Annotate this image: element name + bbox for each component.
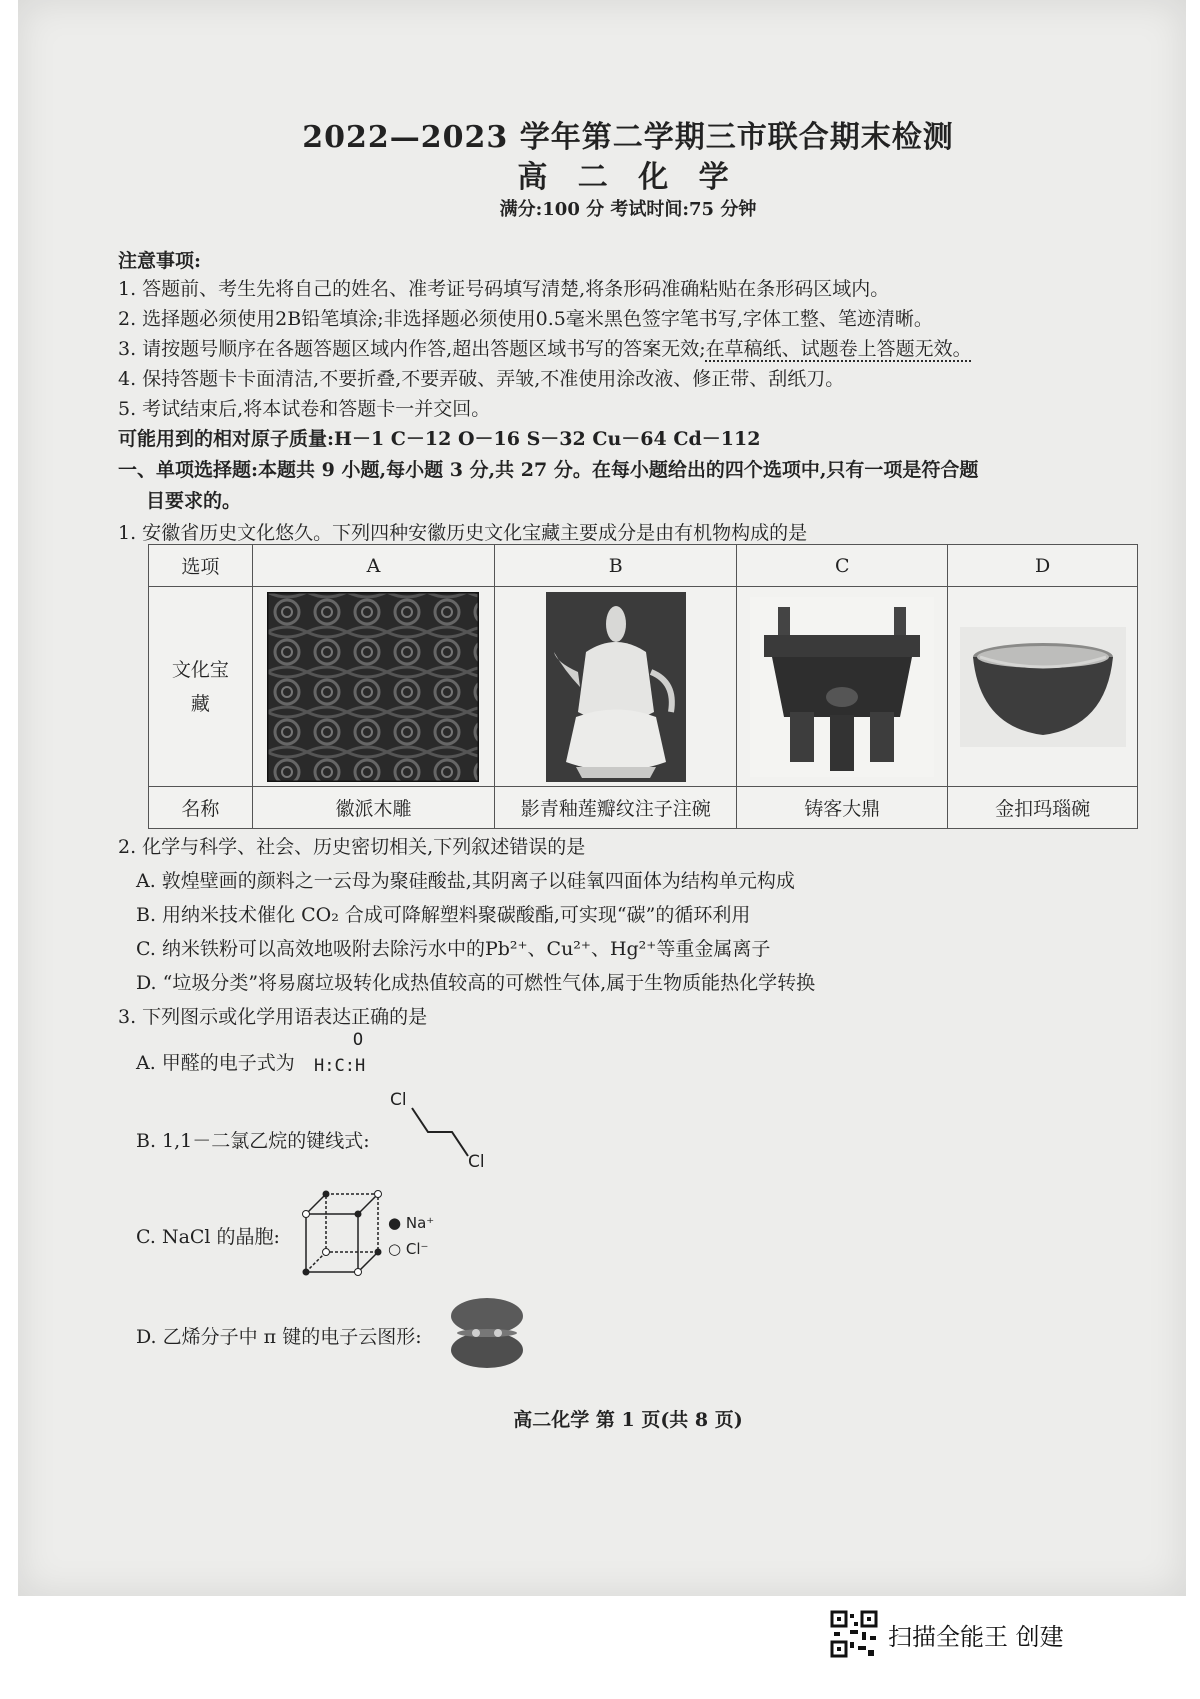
note-item: 1. 答题前、考生先将自己的姓名、准考证号码填写清楚,将条形码准确粘贴在条形码区域内。 xyxy=(118,278,890,300)
q2-stem: 2. 化学与科学、社会、历史密切相关,下列叙述错误的是 xyxy=(118,836,586,858)
q2-option: D. “垃圾分类”将易腐垃圾转化成热值较高的可燃性气体,属于生物质能热化学转换 xyxy=(136,972,816,994)
table-cell xyxy=(948,587,1138,787)
note-item: 4. 保持答题卡卡面清洁,不要折叠,不要弄破、弄皱,不准使用涂改液、修正带、刮纸刀。 xyxy=(118,368,845,390)
q2-option: C. 纳米铁粉可以高效地吸附去除污水中的Pb²⁺、Cu²⁺、Hg²⁺等重金属离子 xyxy=(136,938,771,960)
q1-stem: 1. 安徽省历史文化悠久。下列四种安徽历史文化宝藏主要成分是由有机物构成的是 xyxy=(118,522,808,544)
scanner-watermark xyxy=(830,1610,1064,1658)
option-name: 徽派木雕 xyxy=(252,787,494,829)
q3-option-b: B. 1,1－二氯乙烷的键线式: xyxy=(136,1130,370,1152)
row-label: 名称 xyxy=(149,787,253,829)
table-header-cell: A xyxy=(252,545,494,587)
legend-chloride xyxy=(388,1240,428,1258)
bronze-ding-image xyxy=(737,597,947,777)
exam-meta: 满分:100 分 考试时间:75 分钟 xyxy=(499,199,757,220)
chlorine-label: Cl xyxy=(390,1090,407,1110)
table-header-cell: 选项 xyxy=(149,545,253,587)
table-cell xyxy=(737,587,948,787)
q3-option-a: A. 甲醛的电子式为 xyxy=(136,1052,295,1074)
pi-bond-electron-cloud xyxy=(448,1296,526,1370)
table-cell xyxy=(495,587,737,787)
legend-sodium xyxy=(388,1214,434,1232)
note-item: 5. 考试结束后,将本试卷和答题卡一并交回。 xyxy=(118,398,491,420)
exam-subject: 高 二 化 学 xyxy=(517,160,739,195)
note-item-text: 3. 请按题号顺序在各题答题区域内作答,超出答题区域书写的答案无效; xyxy=(118,338,706,360)
legend-chloride-label: Cl⁻ xyxy=(405,1240,429,1258)
wood-carving-image xyxy=(253,592,494,782)
nacl-unit-cell-diagram xyxy=(298,1186,388,1282)
q3-stem: 3. 下列图示或化学用语表达正确的是 xyxy=(118,1006,428,1028)
note-item xyxy=(118,334,972,361)
atomic-mass-line: 可能用到的相对原子质量:H－1 C－12 O－16 S－32 Cu－64 Cd－112 xyxy=(118,428,761,450)
row-label: 文化宝藏 xyxy=(149,587,253,787)
formula-oxygen: O xyxy=(352,1030,364,1050)
section-heading: 一、单项选择题:本题共 9 小题,每小题 3 分,共 27 分。在每小题给出的四个选项中,只有一项是符合题 xyxy=(118,459,979,481)
q2-option: A. 敦煌壁画的颜料之一云母为聚硅酸盐,其阴离子以硅氧四面体为结构单元构成 xyxy=(136,870,795,892)
page-footer: 高二化学 第 1 页(共 8 页) xyxy=(513,1409,743,1431)
agate-bowl-image xyxy=(948,627,1137,747)
chlorine-label: Cl xyxy=(468,1152,485,1172)
note-item-emphasis: 在草稿纸、试题卷上答题无效。 xyxy=(705,338,972,360)
table-header-cell: D xyxy=(948,545,1138,587)
exam-paper xyxy=(18,0,1186,1596)
q1-options-table xyxy=(148,544,1138,829)
legend-chloride-marker: ○ xyxy=(388,1240,402,1258)
scanner-watermark-text: 扫描全能王 创建 xyxy=(888,1622,1064,1651)
q3-option-d: D. 乙烯分子中 π 键的电子云图形: xyxy=(136,1326,422,1348)
formula-formaldehyde: H:C:H xyxy=(314,1056,366,1076)
table-header-cell: B xyxy=(495,545,737,587)
option-name: 铸客大鼎 xyxy=(737,787,948,829)
exam-title: 2022—2023 学年第二学期三市联合期末检测 xyxy=(302,120,954,155)
note-item: 2. 选择题必须使用2B铅笔填涂;非选择题必须使用0.5毫米黑色签字笔书写,字体工整、笔迹清晰。 xyxy=(118,308,933,330)
porcelain-ewer-image xyxy=(495,592,736,782)
notes-heading: 注意事项: xyxy=(118,250,202,272)
legend-sodium-marker: ● xyxy=(388,1214,402,1232)
table-cell xyxy=(252,587,494,787)
option-name: 影青釉莲瓣纹注子注碗 xyxy=(495,787,737,829)
q3-option-c: C. NaCl 的晶胞: xyxy=(136,1226,280,1248)
table-header-cell: C xyxy=(737,545,948,587)
qr-code-icon xyxy=(830,1610,878,1658)
option-name: 金扣玛瑙碗 xyxy=(948,787,1138,829)
q2-option: B. 用纳米技术催化 CO₂ 合成可降解塑料聚碳酸酯,可实现“碳”的循环利用 xyxy=(136,904,751,926)
section-heading-cont: 目要求的。 xyxy=(146,490,242,512)
legend-sodium-label: Na⁺ xyxy=(405,1214,435,1232)
